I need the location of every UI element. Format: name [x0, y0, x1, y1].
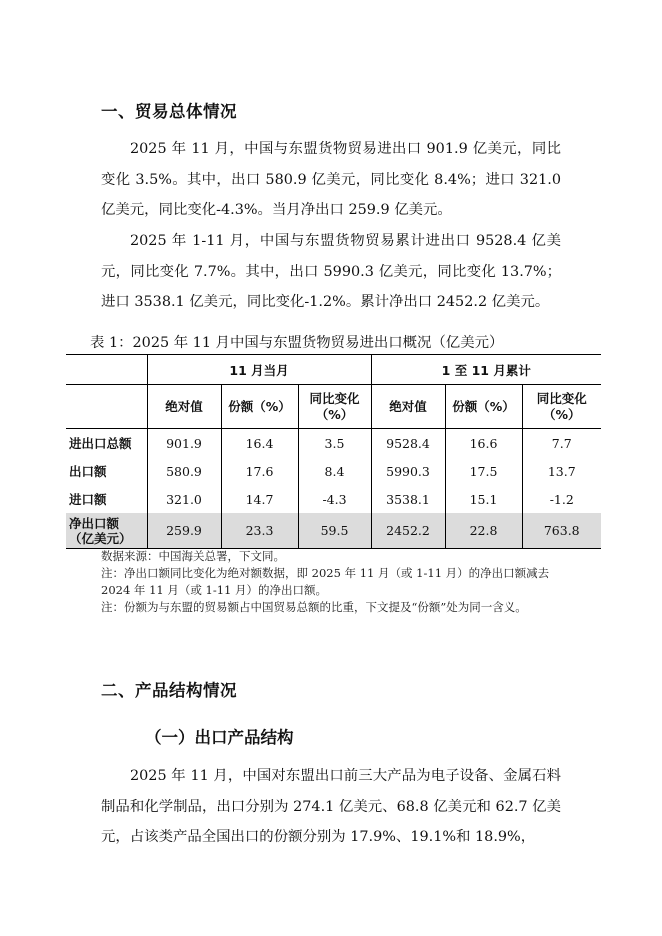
yoy-line1: 同比变化	[309, 390, 360, 406]
trade-summary-table	[66, 354, 601, 549]
cell-cum-abs: 5990.3	[371, 457, 445, 485]
table-row	[66, 429, 601, 458]
table-row	[66, 485, 601, 513]
cell-cum-yoy: 7.7	[522, 429, 601, 458]
cell-month-abs: 321.0	[147, 485, 221, 513]
section-heading-trade-overview: 一、贸易总体情况	[101, 102, 237, 121]
yoy-line1: 同比变化	[536, 390, 587, 406]
table-column-header-row	[66, 385, 601, 429]
cell-cum-share: 15.1	[445, 485, 522, 513]
col-header-cum-share: 份额（%）	[445, 385, 522, 429]
yoy-line2: （%）	[315, 406, 354, 422]
row-label-line1: 净出口额	[69, 515, 120, 531]
cell-cum-share: 16.6	[445, 429, 522, 458]
col-header-cum-abs: 绝对值	[371, 385, 445, 429]
cell-month-yoy: 3.5	[298, 429, 371, 458]
cell-cum-abs: 9528.4	[371, 429, 445, 458]
table-row	[66, 457, 601, 485]
cell-month-abs: 901.9	[147, 429, 221, 458]
cell-month-share: 14.7	[221, 485, 298, 513]
cell-month-share: 16.4	[221, 429, 298, 458]
row-label-line2: （亿美元）	[69, 530, 132, 546]
col-header-month-yoy	[298, 385, 371, 429]
cell-month-yoy: 8.4	[298, 457, 371, 485]
row-label	[66, 513, 147, 549]
cell-cum-yoy: -1.2	[522, 485, 601, 513]
note-source: 数据来源：中国海关总署，下文同。	[101, 549, 285, 563]
table-group-header-row	[66, 355, 601, 385]
table-corner-cell-2	[66, 385, 147, 429]
table-corner-cell	[66, 355, 147, 385]
row-label: 出口额	[66, 457, 147, 485]
group-header-month: 11 月当月	[147, 355, 371, 385]
table-row-net-export	[66, 513, 601, 549]
sub-heading-export-products: （一）出口产品结构	[145, 728, 294, 747]
cell-month-yoy: -4.3	[298, 485, 371, 513]
paragraph-export-products: 2025 年 11 月，中国对东盟出口前三大产品为电子设备、金属石料制品和化学制品，出口分别为 274.1 亿美元、68.8 亿美元和 62.7 亿美元，占该类产品全国出口的份额分别为 17.9%、19.1%和 18.9%，	[101, 768, 561, 845]
cell-month-share: 23.3	[221, 513, 298, 549]
row-label: 进口额	[66, 485, 147, 513]
cell-cum-abs: 2452.2	[371, 513, 445, 549]
cell-month-abs: 580.9	[147, 457, 221, 485]
cell-cum-abs: 3538.1	[371, 485, 445, 513]
col-header-cum-yoy	[522, 385, 601, 429]
yoy-line2: （%）	[542, 406, 581, 422]
cell-month-share: 17.6	[221, 457, 298, 485]
paragraph-monthly-trade: 2025 年 11 月，中国与东盟货物贸易进出口 901.9 亿美元，同比变化 3.5%。其中，出口 580.9 亿美元，同比变化 8.4%；进口 321.0 亿美元，同比变化-4.3%。当月净出口 259.9 亿美元。	[101, 141, 561, 218]
col-header-month-abs: 绝对值	[147, 385, 221, 429]
table-notes	[101, 548, 563, 616]
section-heading-product-structure: 二、产品结构情况	[101, 681, 237, 700]
row-label: 进出口总额	[66, 429, 147, 458]
cell-cum-share: 17.5	[445, 457, 522, 485]
table-caption: 表 1：2025 年 11 月中国与东盟货物贸易进出口概况（亿美元）	[90, 335, 504, 351]
paragraph-cumulative-trade: 2025 年 1-11 月，中国与东盟货物贸易累计进出口 9528.4 亿美元，同比变化 7.7%。其中，出口 5990.3 亿美元，同比变化 13.7%；进口 3538.1 亿美元，同比变化-1.2%。累计净出口 2452.2 亿美元。	[101, 233, 561, 310]
col-header-month-share: 份额（%）	[221, 385, 298, 429]
group-header-cumulative: 1 至 11 月累计	[371, 355, 601, 385]
cell-cum-yoy: 763.8	[522, 513, 601, 549]
cell-month-abs: 259.9	[147, 513, 221, 549]
note-share: 注：份额为与东盟的贸易额占中国贸易总额的比重，下文提及“份额”处为同一含义。	[101, 600, 527, 614]
cell-cum-yoy: 13.7	[522, 457, 601, 485]
cell-month-yoy: 59.5	[298, 513, 371, 549]
cell-cum-share: 22.8	[445, 513, 522, 549]
note-net-export: 注：净出口额同比变化为绝对额数据，即 2025 年 11 月（或 1-11 月）的净出口额减去 2024 年 11 月（或 1-11 月）的净出口额。	[101, 566, 550, 597]
